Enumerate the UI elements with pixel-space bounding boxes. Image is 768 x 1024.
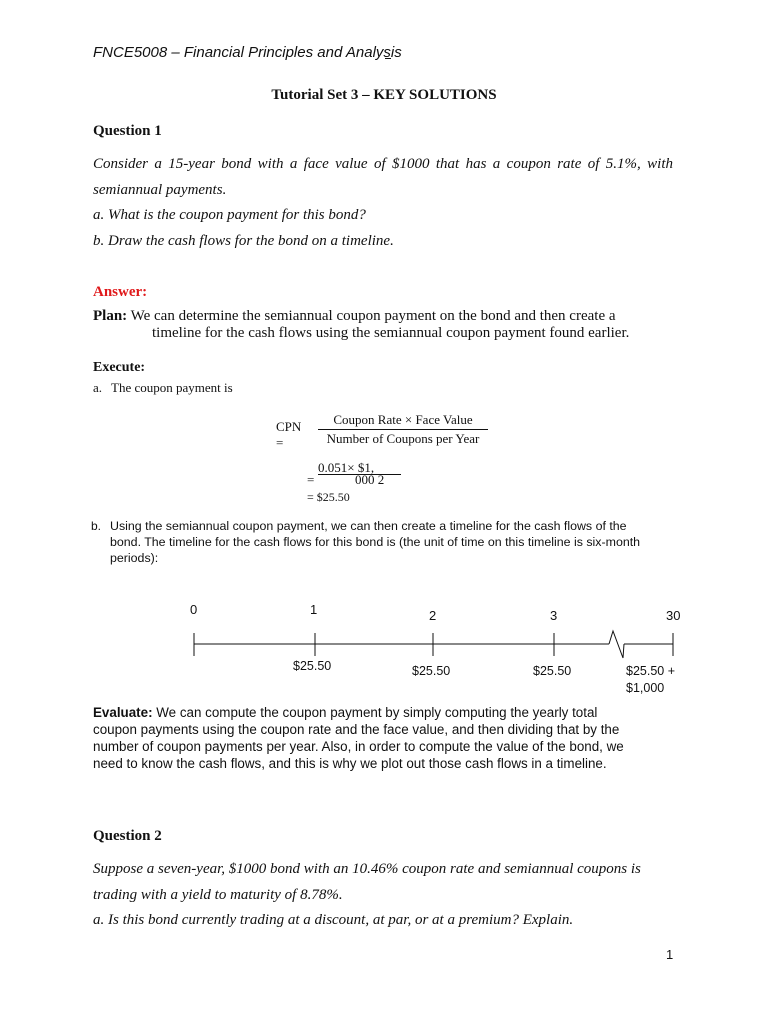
question-1-part-a: a. What is the coupon payment for this bond? [93, 207, 366, 223]
question-1-part-b: b. Draw the cash flows for the bond on a timeline. [93, 233, 394, 249]
evaluate-line-3: number of coupon payments per year. Also, in order to compute the value of the bond, we [93, 739, 624, 754]
timeline-break-mark [609, 631, 624, 658]
plan-label: Plan: [93, 308, 128, 324]
cashflow-label-2: $25.50 [412, 664, 451, 678]
question-1-line-2: semiannual payments. [93, 182, 227, 198]
calc-result: = $25.50 [307, 490, 350, 504]
period-label-1: 1 [310, 602, 318, 617]
formula-denominator: Number of Coupons per Year [326, 431, 480, 446]
page-title: Tutorial Set 3 – KEY SOLUTIONS [271, 87, 497, 103]
evaluate-text-1: We can compute the coupon payment by simply computing the yearly total [152, 705, 598, 720]
evaluate-label: Evaluate: [93, 705, 153, 720]
plan-text-2: timeline for the cash flows using the semiannual coupon payment found earlier. [152, 325, 630, 341]
step-b-line-3: periods): [110, 551, 159, 565]
answer-label: Answer: [93, 284, 148, 300]
question-2-part-a: a. Is this bond currently trading at a discount, at par, or at a premium? Explain. [93, 912, 574, 928]
calc-denominator: 000 2 [355, 472, 385, 487]
evaluate-line-4: need to know the cash flows, and this is why we plot out those cash flows in a timeline. [93, 756, 607, 771]
formula-numerator: Coupon Rate × Face Value [333, 412, 473, 427]
question-2-line-2: trading with a yield to maturity of 8.78%. [93, 887, 343, 903]
calc-numerator: 0.051× $1, [318, 460, 375, 475]
document-header: FNCE5008 – Financial Principles and Analysis [93, 44, 402, 61]
question-1-line-1: Consider a 15-year bond with a face value of $1000 that has a coupon rate of 5.1%, with [93, 156, 673, 172]
plan-text-1: We can determine the semiannual coupon payment on the bond and then create a [127, 308, 616, 324]
cashflow-label-30: $25.50 + [626, 664, 676, 678]
step-a-text: The coupon payment is [111, 380, 233, 395]
period-label-0: 0 [190, 602, 198, 617]
period-label-2: 2 [429, 608, 437, 623]
equals-sign-2: = [307, 472, 315, 487]
step-b-line-2: bond. The timeline for the cash flows for this bond is (the unit of time on this timeline is six-month [110, 535, 641, 549]
evaluate-line-1 [93, 705, 597, 720]
period-label-3: 3 [550, 608, 558, 623]
page-number: 1 [666, 947, 674, 962]
execute-label: Execute: [93, 360, 146, 375]
cpn-label: CPN [276, 419, 302, 434]
equals-sign-1: = [276, 435, 284, 450]
cashflow-label-1: $25.50 [293, 659, 332, 673]
evaluate-line-2: coupon payments using the coupon rate and the face value, and then dividing that by the [93, 722, 620, 737]
period-label-30: 30 [666, 608, 681, 623]
cashflow-label-3: $25.50 [533, 664, 572, 678]
question-1-heading: Question 1 [93, 123, 162, 139]
question-2-line-1: Suppose a seven-year, $1000 bond with an 10.46% coupon rate and semiannual coupons is [93, 861, 641, 877]
cashflow-face-value: $1,000 [626, 681, 665, 695]
step-b-marker: b. [91, 519, 102, 533]
step-b-line-1: Using the semiannual coupon payment, we can then create a timeline for the cash flows of the [110, 519, 627, 533]
step-a-marker: a. [93, 380, 103, 395]
question-2-heading: Question 2 [93, 828, 162, 844]
